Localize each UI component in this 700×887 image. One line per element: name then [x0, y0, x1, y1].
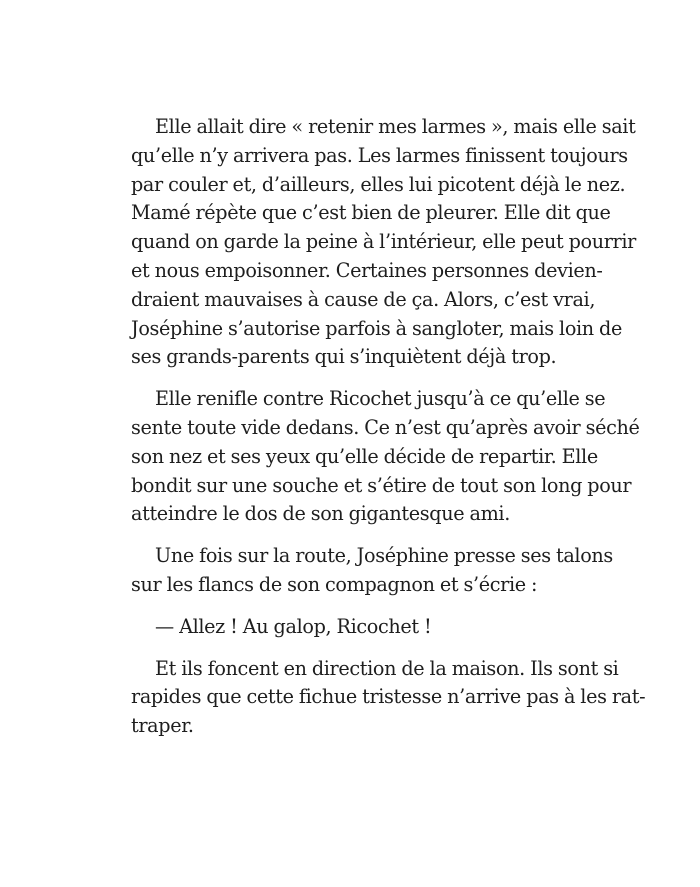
text-line: par couler et, d’ailleurs, elles lui picotent déjà le nez. [131, 172, 626, 196]
text-line: Elle allait dire « retenir mes larmes », mais elle sait [155, 115, 636, 138]
paragraph-3 [107, 542, 613, 600]
text-line: Et ils foncent en direction de la maison. Ils sont si [155, 656, 619, 680]
text-line: — Allez ! Au galop, Ricochet ! [155, 614, 432, 638]
text-line: bondit sur une souche et s’étire de tout son long pour [131, 473, 632, 497]
dialogue-line [107, 613, 593, 642]
text-line: traper. [131, 714, 194, 738]
text-line: Joséphine s’autorise parfois à sangloter, mais loin de [131, 316, 622, 340]
text-line: Elle renifle contre Ricochet jusqu’à ce qu’elle se [155, 387, 606, 411]
text-line: ses grands-parents qui s’inquiètent déjà trop. [131, 345, 557, 369]
book-page [107, 113, 646, 754]
text-line: draient mauvaises à cause de ça. Alors, c’est vrai, [131, 287, 596, 311]
text-line: son nez et ses yeux qu’elle décide de repartir. Elle [131, 444, 598, 468]
text-line: sur les flancs de son compagnon et s’écrie : [131, 572, 538, 596]
paragraph-1 [107, 113, 636, 372]
text-line: qu’elle n’y arrivera pas. Les larmes finissent toujours [131, 143, 628, 167]
text-line: sente toute vide dedans. Ce n’est qu’après avoir séché [131, 415, 640, 439]
text-line: quand on garde la peine à l’intérieur, elle peut pourrir [131, 230, 636, 254]
paragraph-4 [107, 655, 646, 741]
text-line: Mamé répète que c’est bien de pleurer. Elle dit que [131, 201, 611, 225]
text-line: et nous empoisonner. Certaines personnes devien- [131, 258, 603, 282]
text-line: atteindre le dos de son gigantesque ami. [131, 502, 510, 526]
paragraph-2 [107, 385, 640, 529]
text-line: rapides que cette fichue tristesse n’arrive pas à les rat- [131, 685, 646, 709]
text-line: Une fois sur la route, Joséphine presse ses talons [155, 544, 613, 568]
